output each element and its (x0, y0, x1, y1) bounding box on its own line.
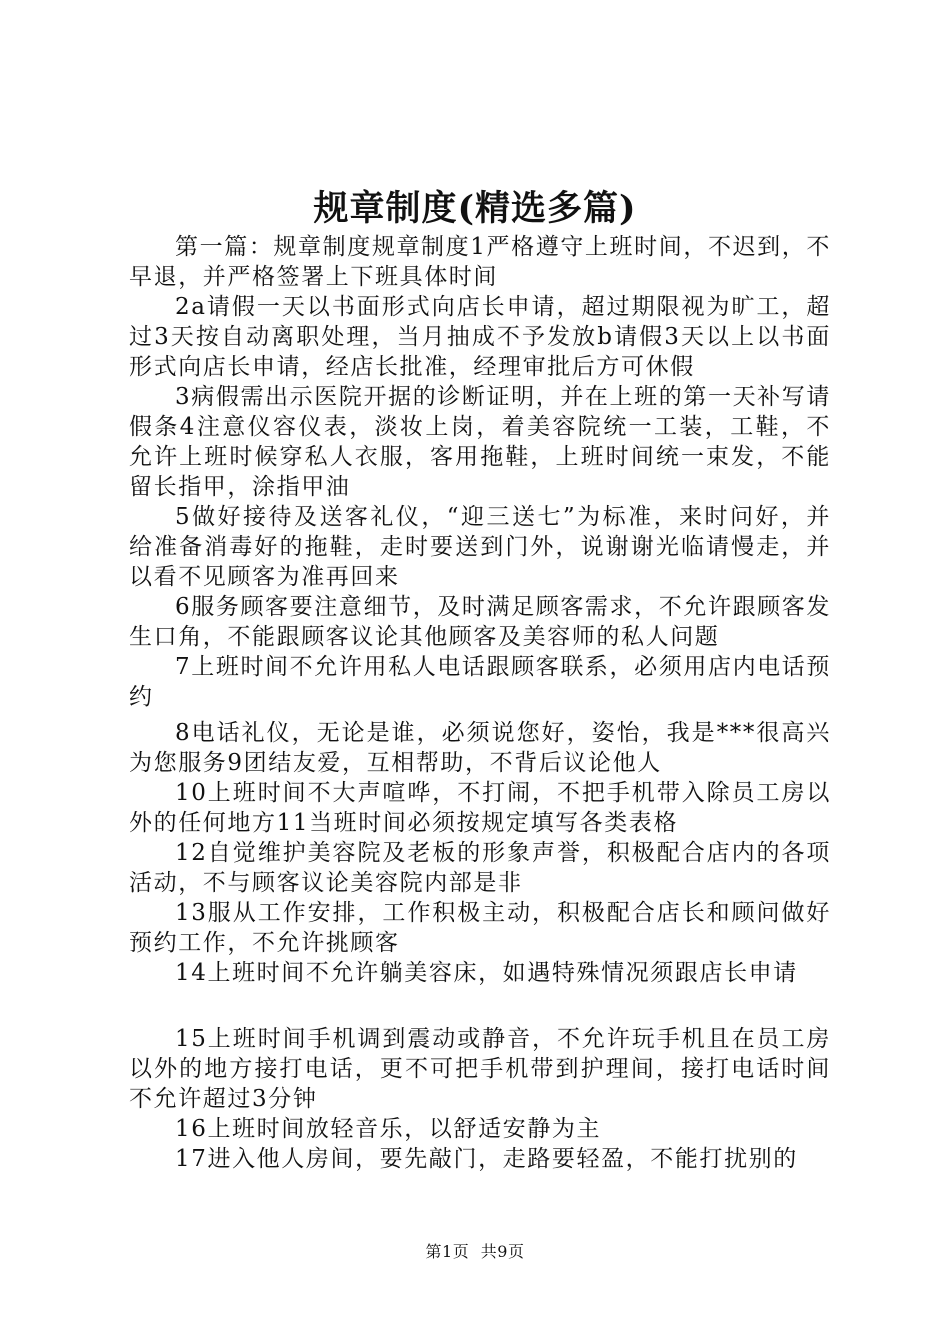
paragraph: 7上班时间不允许用私人电话跟顾客联系，必须用店内电话预约 (129, 654, 831, 710)
document-body (129, 232, 831, 1174)
paragraph: 12自觉维护美容院及老板的形象声誉，积极配合店内的各项活动，不与顾客议论美容院内部是非 (129, 840, 831, 896)
paragraph: 6服务顾客要注意细节，及时满足顾客需求，不允许跟顾客发生口角，不能跟顾客议论其他顾客及美容师的私人问题 (129, 594, 831, 650)
paragraph: 10上班时间不大声喧哗，不打闹，不把手机带入除员工房以外的任何地方11当班时间必须按规定填写各类表格 (129, 780, 831, 836)
page-footer (0, 1241, 950, 1263)
paragraph: 2a请假一天以书面形式向店长申请，超过期限视为旷工，超过3天按自动离职处理，当月抽成不予发放b请假3天以上以书面形式向店长申请，经店长批准，经理审批后方可休假 (129, 294, 831, 380)
paragraph: 8电话礼仪，无论是谁，必须说您好，姿怡，我是***很高兴为您服务9团结友爱，互相帮助，不背后议论他人 (129, 720, 831, 776)
paragraph: 13服从工作安排，工作积极主动，积极配合店长和顾问做好预约工作，不允许挑顾客 (129, 900, 831, 956)
page-total: 共9页 (480, 1242, 525, 1261)
paragraph: 第一篇：规章制度规章制度1严格遵守上班时间，不迟到，不早退，并严格签署上下班具体时间 (129, 234, 831, 290)
paragraph: 3病假需出示医院开据的诊断证明，并在上班的第一天补写请假条4注意仪容仪表，淡妆上岗，着美容院统一工装，工鞋，不允许上班时候穿私人衣服，客用拖鞋，上班时间统一束发，不能留长指甲，涂指甲油 (129, 384, 831, 500)
paragraph: 17进入他人房间，要先敲门，走路要轻盈，不能打扰别的 (175, 1146, 798, 1172)
paragraph: 16上班时间放轻音乐，以舒适安静为主 (175, 1116, 602, 1142)
paragraph: 15上班时间手机调到震动或静音，不允许玩手机且在员工房以外的地方接打电话，更不可把手机带到护理间，接打电话时间不允许超过3分钟 (129, 1026, 831, 1112)
document-title: 规章制度(精选多篇) (313, 188, 637, 229)
paragraph: 5做好接待及送客礼仪，“迎三送七”为标准，来时问好，并给准备消毒好的拖鞋，走时要送到门外，说谢谢光临请慢走，并以看不见顾客为准再回来 (129, 504, 831, 590)
page-number: 第1页 (425, 1242, 470, 1261)
paragraph: 14上班时间不允许躺美容床，如遇特殊情况须跟店长申请 (175, 960, 798, 986)
